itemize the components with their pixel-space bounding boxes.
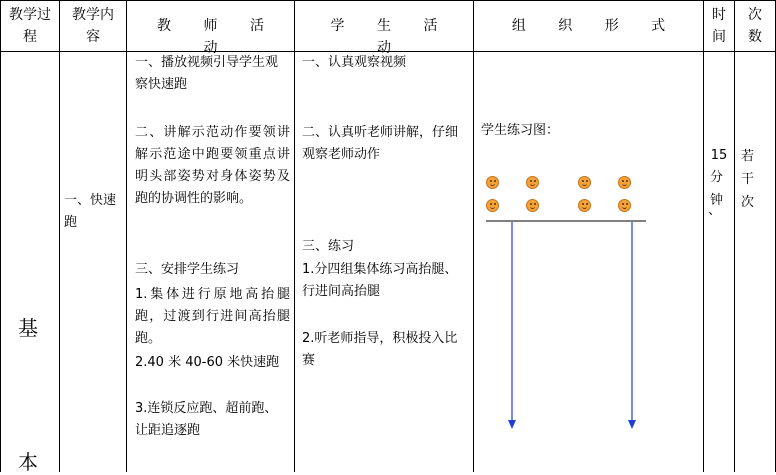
header-teacher: 教 师 活 动 xyxy=(157,18,278,56)
count-value: 若干次 xyxy=(741,149,755,210)
teacher-step-1: 一、播放视频引导学生观察快速跑 xyxy=(135,55,279,92)
practice-diagram-label: 学生练习图： xyxy=(481,123,560,138)
arrow-down-icon xyxy=(628,420,636,429)
time-value: 15 xyxy=(710,148,728,163)
student-icon xyxy=(486,176,499,189)
table-top-border xyxy=(0,0,776,1)
teacher-step-3-line-1: 1.集体进行原地高抬腿跑，过渡到行进间高抬腿跑。 xyxy=(135,287,290,346)
arrow-down-icon xyxy=(508,420,516,429)
student-icon xyxy=(526,176,539,189)
student-icon xyxy=(618,176,631,189)
col-border-0 xyxy=(0,0,1,472)
practice-diagram xyxy=(474,210,702,440)
teacher-step-3-line-2: 2.40 米 40-60 米快速跑 xyxy=(135,355,280,370)
student-icon xyxy=(578,176,591,189)
teacher-step-3-line-3: 3.连锁反应跑、超前跑、让距追逐跑 xyxy=(135,401,278,438)
col-border-2 xyxy=(126,0,127,472)
content-item: 一、快速跑 xyxy=(64,193,117,230)
header-organization: 组 织 形 式 xyxy=(511,18,680,34)
col-border-3 xyxy=(294,0,295,472)
teacher-step-2: 二、讲解示范动作要领讲解示范途中跑要领重点讲明头部姿势对身体姿势及跑的协调性的影响。 xyxy=(135,125,290,206)
col-border-6 xyxy=(734,0,735,472)
header-content: 教学内容 xyxy=(72,7,114,45)
student-step-3-title: 三、练习 xyxy=(302,239,355,254)
header-count: 次数 xyxy=(748,7,762,45)
student-step-3-line-2: 2.听老师指导，积极投入比赛 xyxy=(302,331,458,368)
teacher-step-3-title: 三、安排学生练习 xyxy=(135,262,240,277)
stage-char-1: 基 xyxy=(18,316,38,340)
header-stage: 教学过程 xyxy=(9,7,51,45)
header-time: 时间 xyxy=(712,7,726,45)
col-border-5 xyxy=(703,0,704,472)
time-unit: 分钟 xyxy=(710,170,724,208)
student-step-1: 一、认真观察视频 xyxy=(302,55,407,70)
student-step-3-line-1: 1.分四组集体练习高抬腿、行进间高抬腿 xyxy=(302,262,458,299)
student-step-2: 二、认真听老师讲解，仔细观察老师动作 xyxy=(302,125,459,162)
col-border-1 xyxy=(59,0,60,472)
stage-char-2: 本 xyxy=(18,450,38,474)
time-mark: 、 xyxy=(708,203,722,218)
header-student: 学 生 活 动 xyxy=(330,18,452,56)
